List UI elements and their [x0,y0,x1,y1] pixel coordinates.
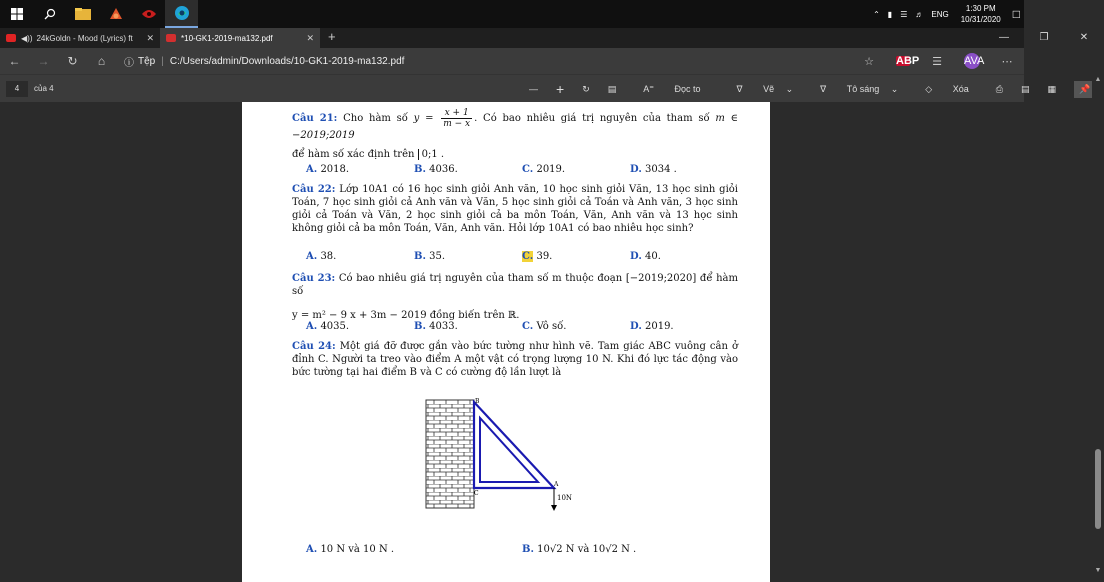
answer-letter: A. [306,164,318,175]
triangle-outer [474,402,554,488]
url-separator: | [161,55,164,67]
draw-icon: ∇ [736,83,743,94]
question-21 [292,108,738,161]
draw-label: Vẽ [763,83,775,94]
answer-text: 39. [536,251,553,262]
question-number: Câu 24: [292,341,336,352]
question-text: . Có bao nhiêu giá trị nguyên của tham số [474,113,710,124]
answer-option [414,164,458,175]
bracket-figure [422,396,572,514]
print-icon[interactable]: ⎙ [995,83,1003,94]
wifi-icon[interactable]: ☰ [900,9,908,19]
fraction-denominator: m − x [443,119,471,129]
answer-letter: D. [630,321,642,332]
answer-letter: D. [630,251,642,262]
answer-text: 10√2 N và 10√2 N . [537,544,637,555]
answer-text: 10 N và 10 N . [320,544,395,555]
answer-text: 2019. [536,164,566,175]
answer-letter: D. [630,164,642,175]
answer-text: 2018. [320,164,350,175]
info-icon[interactable]: ⓘ [124,57,134,69]
language-indicator[interactable]: ENG [931,9,949,19]
answer-option [414,321,458,332]
answer-option [630,251,661,262]
address-right-tools [852,48,1024,74]
answer-text: Vô số. [536,321,567,332]
question-text: . [440,149,445,160]
answer-text: 40. [644,251,661,262]
eraser-icon: ◇ [925,83,933,94]
answer-option [522,251,552,262]
question-number: Câu 23: [292,273,336,284]
favorites-icon[interactable]: ☰ [932,55,942,68]
rotate-icon[interactable]: ↻ [582,83,590,94]
answer-option [630,164,677,175]
scroll-up-icon[interactable]: ▲ [1094,76,1102,83]
clock-date: 10/31/2020 [960,15,1001,24]
question-24 [292,340,738,379]
tab-pdf[interactable] [160,28,320,48]
answer-option [630,321,674,332]
answer-option [522,321,566,332]
tab-bar [0,28,1024,48]
file-security-label: Tệp [138,55,156,67]
chevron-up-icon[interactable]: ⌃ [873,9,880,19]
answer-letter: B. [414,321,426,332]
close-tab-icon[interactable]: ✕ [146,32,154,43]
answer-letter: C. [522,251,534,262]
scrollbar-thumb[interactable] [1095,449,1101,529]
battery-icon[interactable]: ▮ [887,9,893,19]
window-controls [984,28,1104,48]
label-a: A [554,481,559,488]
answer-letter: B. [522,544,534,555]
erase-label: Xóa [952,83,969,94]
answer-letter: B. [414,164,426,175]
url-text: C:/Users/admin/Downloads/10-GK1-2019-ma132.pdf [169,55,405,67]
pdf-viewer[interactable] [0,102,1024,576]
search-icon[interactable] [33,0,66,28]
adblock-icon[interactable]: ABP [896,55,920,67]
notification-icon[interactable]: □ [1012,7,1020,21]
fraction-numerator: x + 1 [441,108,472,119]
answer-option [306,164,349,175]
label-b: B [475,398,480,405]
answer-letter: A. [306,251,318,262]
edge-icon[interactable] [165,0,198,28]
file-explorer-icon[interactable] [66,0,99,28]
question-22 [292,183,738,235]
answer-option [306,321,349,332]
new-tab-icon[interactable]: + [328,29,336,44]
read-aloud-label: Đọc to [674,83,701,94]
answer-text: 4033. [429,321,458,332]
windows-start-icon[interactable] [0,0,33,28]
triangle-inner [480,418,538,482]
close-window-icon[interactable]: ✕ [1079,32,1089,43]
answer-letter: A. [306,544,318,555]
app-icon[interactable] [99,0,132,28]
forward-icon[interactable]: → [37,54,50,68]
highlight-icon: ∇ [820,83,827,94]
question-text: Cho hàm số [343,113,408,124]
answer-option [306,544,394,555]
math: y = [413,113,434,124]
close-tab-icon[interactable]: ✕ [306,32,314,43]
answer-option [522,544,636,555]
tab-label: *10-GK1-2019-ma132.pdf [181,33,273,43]
erase-button[interactable] [916,84,977,95]
answer-option [306,251,336,262]
scrollbar[interactable] [1092,74,1104,576]
read-aloud-icon: A⁼ [643,83,655,94]
clock[interactable] [961,3,1001,25]
answer-text: 38. [320,251,337,262]
draw-button[interactable]: ∇ Vẽ ⌄ [736,83,794,94]
answer-letter: B. [414,251,426,262]
answer-text: 3034 . [644,164,677,175]
tab-label: 24kGoldn - Mood (Lyrics) ft [36,33,133,43]
pin-icon[interactable]: 📌 [1074,81,1095,98]
question-text: để hàm số xác định trên [292,149,415,160]
question-text: Có bao nhiêu giá trị nguyên của tham số m thuộc đoạn [−2019;2020] để hàm số [292,273,738,297]
game-icon[interactable] [132,0,165,28]
system-tray [869,0,1024,28]
pdf-page [242,102,770,582]
highlight-label: Tô sáng [846,83,880,94]
scroll-down-icon[interactable]: ▼ [1094,567,1102,574]
page-count: của 4 [34,84,54,93]
answer-text: 4035. [320,321,350,332]
force-label: 10N [557,494,573,502]
home-icon[interactable]: ⌂ [97,54,106,68]
answer-letter: C. [522,321,534,332]
save-icon[interactable]: ▤ [1020,83,1030,94]
url-field[interactable] [124,54,404,69]
label-c: C [474,490,479,497]
force-arrow [551,505,557,511]
answer-option [522,164,565,175]
answer-letter: C. [522,164,534,175]
question-number: Câu 21: [292,113,338,124]
answer-text: 2019. [644,321,674,332]
fit-page-icon[interactable]: ▤ [607,83,617,94]
more-icon[interactable]: ⋯ [1001,55,1013,68]
pdf-icon [166,34,176,42]
math: m ∈ −2019;2019 [292,113,738,141]
clock-time: 1:30 PM [965,4,996,13]
answer-option [414,251,445,262]
fraction [441,108,472,129]
pdf-toolbar [0,74,1091,102]
address-bar [0,48,1024,74]
question-number: Câu 22: [292,184,336,195]
refresh-icon[interactable]: ↻ [67,54,78,68]
tab-music[interactable] [0,28,160,48]
favorite-star-icon[interactable]: ☆ [864,55,874,68]
zoom-out-icon[interactable]: — [529,84,538,94]
question-text: Lớp 10A1 có 16 học sinh giỏi Anh văn, 10 học sinh giỏi Văn, 13 học sinh giỏi Toán, 7 học sinh giỏi cả Anh văn và Văn, 5 học sinh giỏi cả Toán và Anh văn, 3 học sinh giỏi cả Toán và Văn, 2 học sinh giỏi cả ba môn Toán, Văn, Anh văn và 13 học sinh không giỏi cả ba môn Toán, Văn, Anh văn. Hỏi lớp 10A1 có bao nhiêu học sinh? [292,184,738,234]
profile-avatar[interactable]: AVA [964,55,985,67]
answer-text: 35. [429,251,446,262]
save-as-icon[interactable]: ▦ [1047,83,1056,94]
restore-icon[interactable]: ❐ [1039,32,1049,43]
question-text: Một giá đỡ được gắn vào bức tường như hình vẽ. Tam giác ABC vuông cân ở đỉnh C. Người ta treo vào điểm A một vật có trọng lượng 10 N. Khi đó lực tác động vào bức tường tại hai điểm B và C có cường độ lần lượt là [292,341,738,378]
zoom-in-icon[interactable]: + [556,81,565,97]
highlight-button[interactable]: ∇ Tô sáng ⌄ [820,83,899,94]
page-number-input[interactable]: 4 [6,81,28,97]
minimize-icon[interactable]: — [999,32,1009,43]
youtube-icon [6,34,16,42]
answer-text: 4036. [429,164,458,175]
question-23 [292,272,738,322]
pdf-tools [520,75,1104,103]
math: 0;1 [418,149,438,160]
taskbar [0,0,1024,28]
brick-wall [426,400,474,508]
question-text: y = m² − 9 x + 3m − 2019 đồng biến trên ℝ. [292,310,520,321]
back-icon[interactable]: ← [8,54,21,68]
volume-icon[interactable]: ♬ [915,9,924,19]
read-aloud-button[interactable] [634,84,709,95]
answer-letter: A. [306,321,318,332]
audio-playing-icon[interactable]: ◀)) [21,33,33,43]
